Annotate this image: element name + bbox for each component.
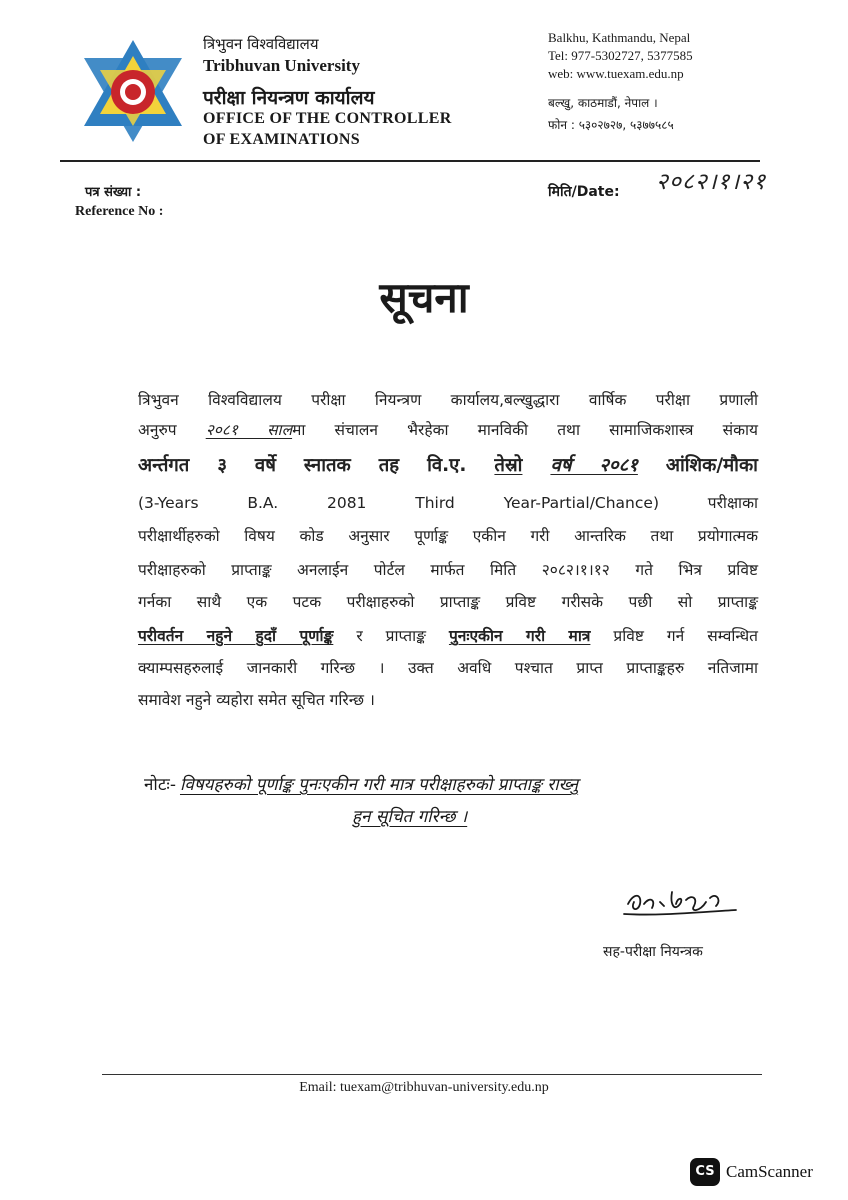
third-year-word: तेस्रो <box>494 455 523 476</box>
reference-label-en: Reference No : <box>75 204 164 219</box>
year-handwritten: २०८१ साल <box>205 421 293 439</box>
date-label: मिति/Date: <box>548 184 620 200</box>
office-name-np: परीक्षा नियन्त्रण कार्यालय <box>203 87 375 109</box>
office-name-en-line1: OFFICE OF THE CONTROLLER <box>203 110 452 127</box>
tu-logo <box>78 36 188 146</box>
notice-line-1: त्रिभुवन विश्वविद्यालय परीक्षा नियन्त्रण कार्यालय,बल्खुद्धारा वार्षिक परीक्षा प्रणाली <box>138 391 758 409</box>
notice-line-3 <box>138 452 758 477</box>
header-divider <box>60 160 760 162</box>
notice-line-8 <box>138 624 758 646</box>
signature-image <box>620 882 740 922</box>
notice-line-8-mid: र प्राप्ताङ्क <box>356 627 426 645</box>
note-line-1 <box>144 772 578 795</box>
footer-divider <box>102 1074 762 1075</box>
footer-email: Email: tuexam@tribhuvan-university.edu.np <box>299 1080 549 1095</box>
address-np: बल्खु, काठमाडौं, नेपाल । <box>548 96 658 110</box>
reverify-phrase: पुनःएकीन गरी मात्र <box>448 627 591 645</box>
note-line-2: हुन सूचित गरिन्छ । <box>352 807 468 827</box>
notice-line-2-start: अनुरुप <box>138 421 177 439</box>
no-change-phrase: परीवर्तन नहुने हुदाँ पूर्णाङ्क <box>138 627 334 645</box>
notice-title: सूचना <box>379 273 469 322</box>
notice-line-2 <box>138 418 758 440</box>
phone-np: फोन : ५३०२७२७, ५३७७५८५ <box>548 118 674 132</box>
note-text-1: विषयहरुको पूर्णाङ्क पुनःएकीन गरी मात्र परीक्षाहरुको प्राप्ताङ्क राख्नु <box>179 775 579 795</box>
notice-line-6: परीक्षाहरुको प्राप्ताङ्क अनलाईन पोर्टल मार्फत मिति २०८२।१।१२ गते भित्र प्रविष्ट <box>138 561 758 579</box>
date-value: २०८२।१।२१ <box>656 169 767 195</box>
notice-line-4: (3-Years B.A. 2081 Third Year-Partial/Chance) परीक्षाका <box>138 494 758 512</box>
partial-chance-label: आंशिक/मौका <box>665 455 758 476</box>
notice-line-2-end: मा संचालन भैरहेका मानविकी तथा सामाजिकशास्त्र संकाय <box>292 421 758 439</box>
camscanner-watermark: CamScanner <box>726 1162 813 1181</box>
notice-line-3-start: अर्न्तगत ३ वर्षे स्नातक तह वि.ए. <box>138 455 467 476</box>
note-label: नोटः- <box>144 775 176 795</box>
notice-line-7: गर्नका साथै एक पटक परीक्षाहरुको प्राप्ताङ्क प्रविष्ट गरीसके पछी सो प्राप्ताङ्क <box>138 593 758 611</box>
notice-line-9: क्याम्पसहरुलाई जानकारी गरिन्छ । उक्त अवधि पश्चात प्राप्त प्राप्ताङ्कहरु नतिजामा <box>138 659 758 677</box>
reference-label-np: पत्र संख्या : <box>85 185 142 200</box>
telephone: Tel: 977-5302727, 5377585 <box>548 48 693 63</box>
university-name-np: त्रिभुवन विश्वविद्यालय <box>203 35 319 53</box>
notice-line-10: समावेश नहुने व्यहोरा समेत सूचित गरिन्छ । <box>138 691 375 709</box>
signatory-title: सह-परीक्षा नियन्त्रक <box>603 944 703 960</box>
camscanner-icon: CS <box>690 1158 720 1186</box>
notice-line-8-end: प्रविष्ट गर्न सम्वन्धित <box>613 627 759 645</box>
office-name-en-line2: OF EXAMINATIONS <box>203 131 360 148</box>
address-en: Balkhu, Kathmandu, Nepal <box>548 30 691 45</box>
university-name-en: Tribhuvan University <box>203 56 360 75</box>
year-2081-handwritten: वर्ष २०८१ <box>550 455 638 476</box>
website: web: www.tuexam.edu.np <box>548 66 684 81</box>
notice-line-5: परीक्षार्थीहरुको विषय कोड अनुसार पूर्णाङ्क एकीन गरी आन्तरिक तथा प्रयोगात्मक <box>138 527 758 545</box>
